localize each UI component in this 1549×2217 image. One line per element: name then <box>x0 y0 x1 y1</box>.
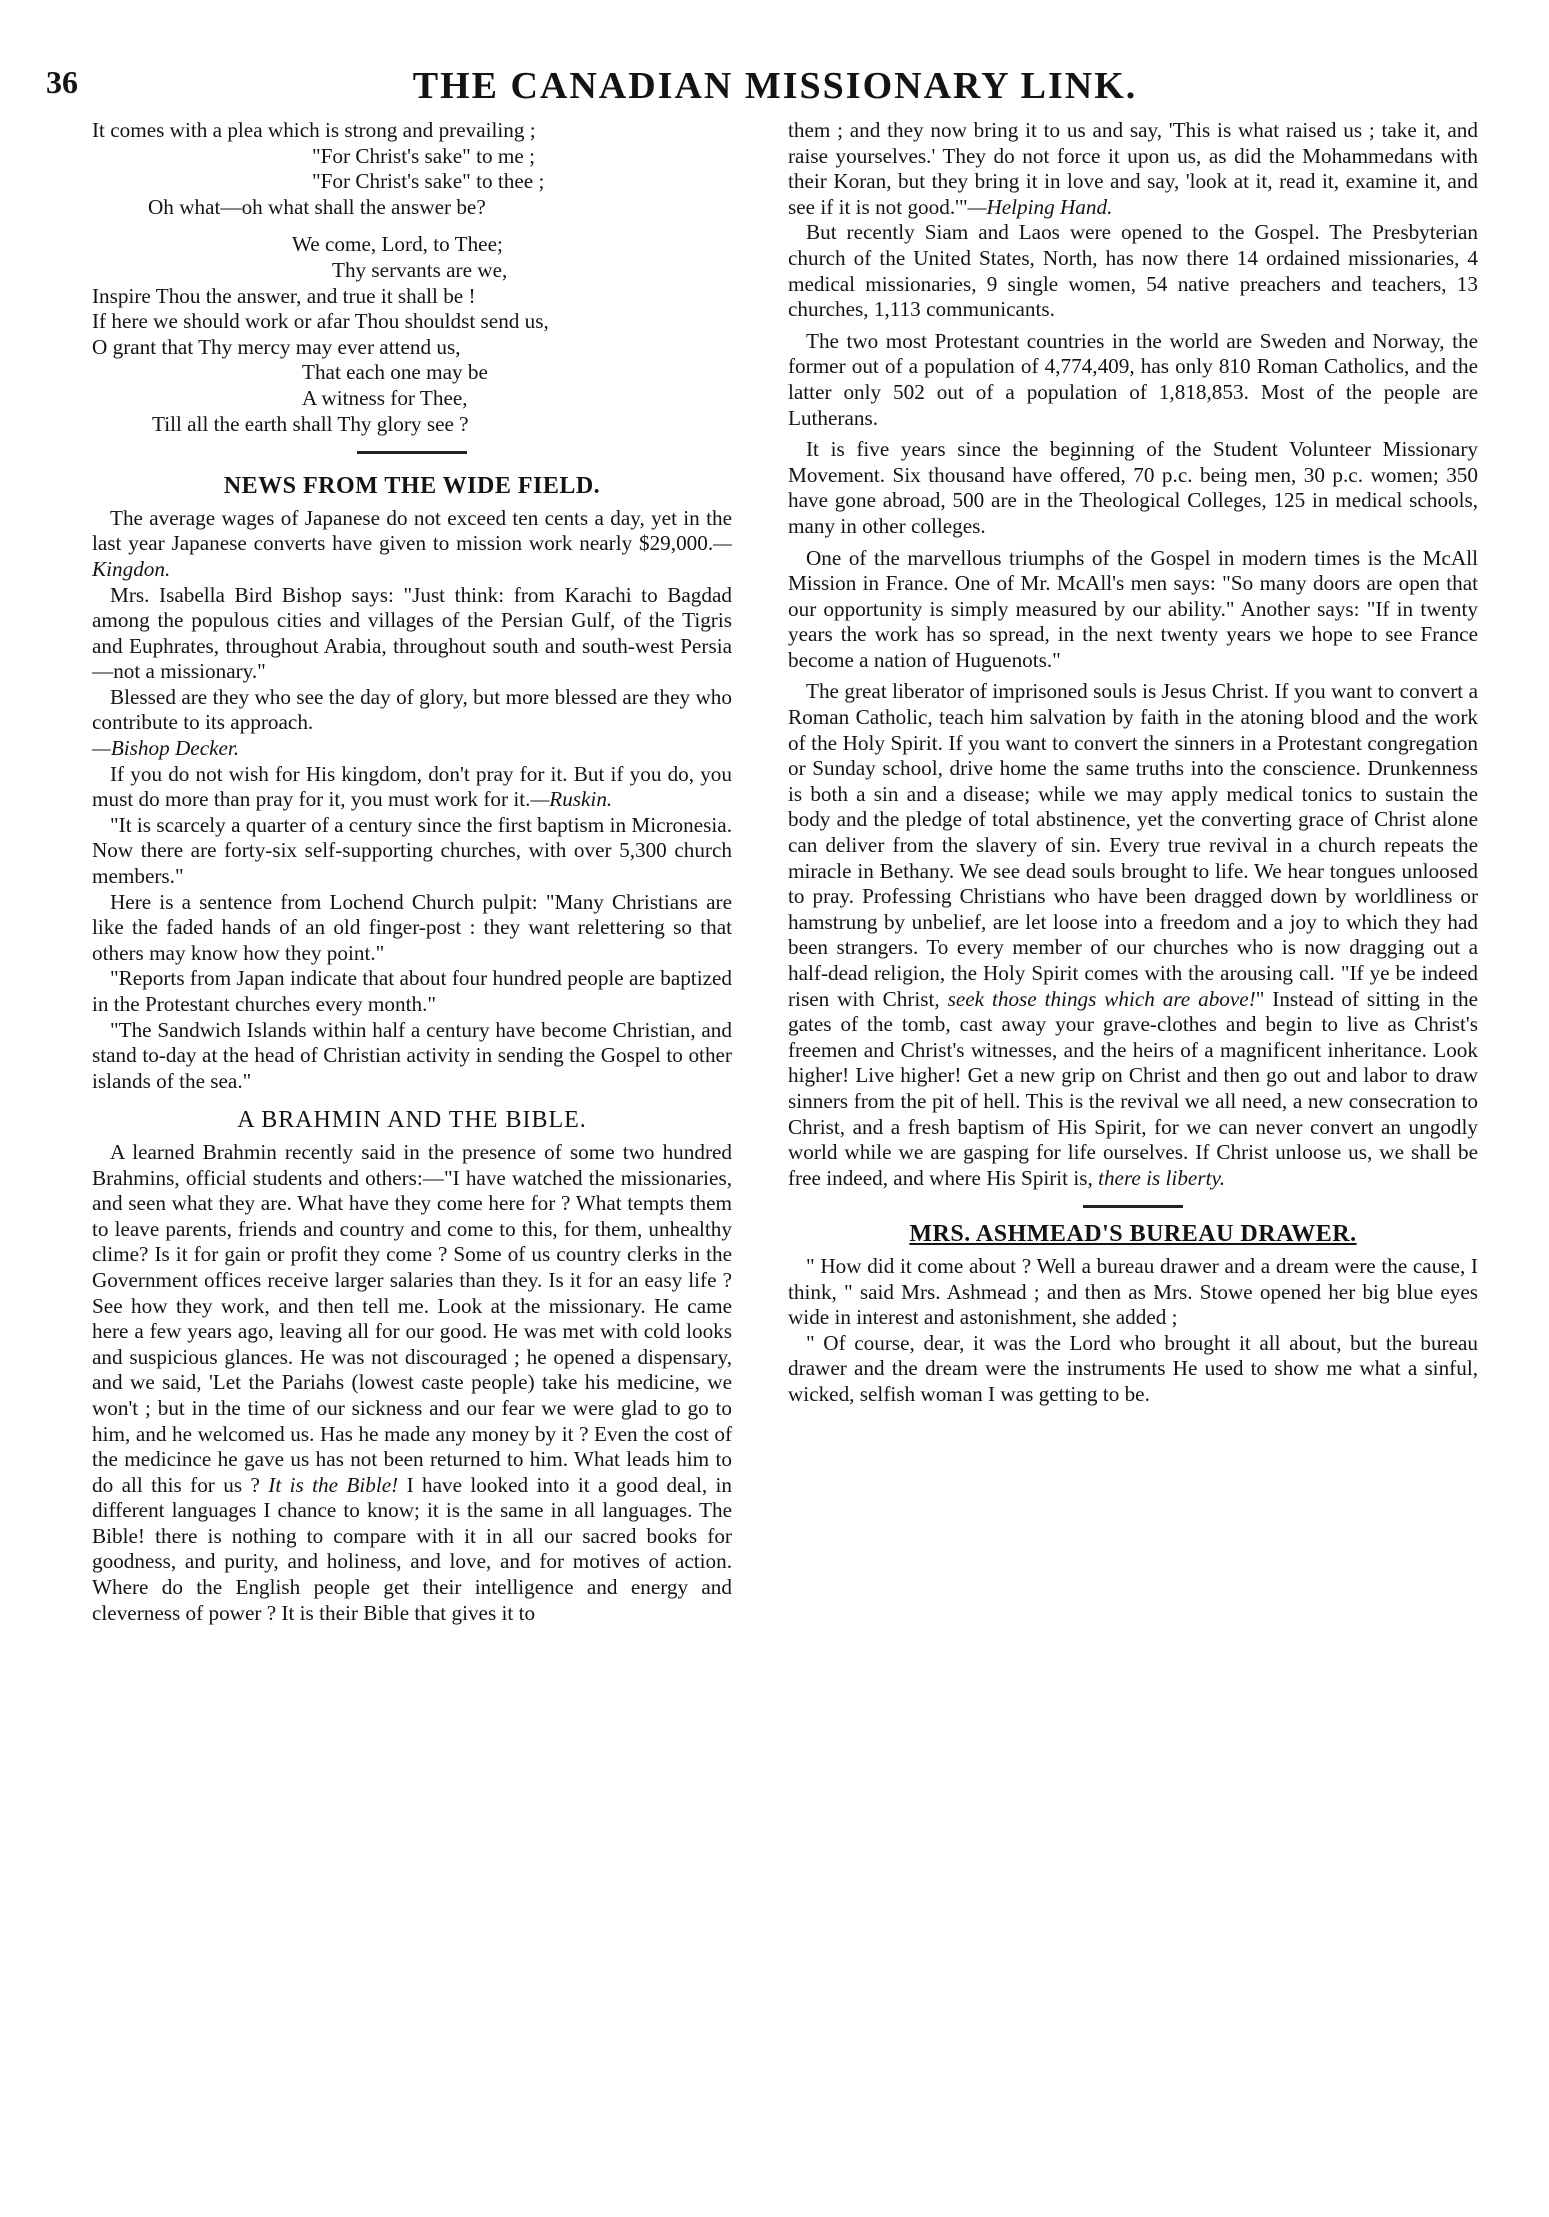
brahmin-paragraph: A learned Brahmin recently said in the presence of some two hundred Brahmins, official students and others:—"I have watched the missionaries, and seen what they are. What have they come here for ? What tempts them to leave parents, friends and country and come to this, for them, unhealthy clime? Is it for gain or profit they come ? Some of us country clerks in the Government offices receive larger salaries than they. Is it for an easy life ? See how they work, and then tell me. Look at the missionary. He came here a few years ago, leaving all for our good. He was met with cold looks and suspicious glances. He was not discouraged ; he opened a dispensary, and we said, 'Let the Pariahs (lowest caste people) take his medicine, we won't ; but in the time of our sickness and our fear we were glad to go to him, and he welcomed us. Has he made any money by it ? Even the cost of the medicince he gave us has not been returned to him. What leads him to do all this for us ? It is the Bible! I have looked into it a good deal, in different languages I chance to know; it is the same in all languages. The Bible! there is nothing to compare with it in all our sacred books for goodness, and purity, and holiness, and love, and for motives of action. Where do the English people get their intelligence and energy and cleverness of power ? It is their Bible that gives it to <box>92 1139 732 1625</box>
news-paragraph: "Reports from Japan indicate that about four hundred people are baptized in the Protestant churches every month." <box>92 966 732 1016</box>
news-paragraph: "The Sandwich Islands within half a century have become Christian, and stand to-day at the head of Christian activity in sending the Gospel to other islands of the sea." <box>92 1017 732 1093</box>
news-paragraph: It is five years since the beginning of the Student Volunteer Missionary Movement. Six thousand have offered, 70 p.c. being men, 30 p.c. women; 350 have gone abroad, 500 are in the Theological Colleges, 125 in medical schools, many in other colleges. <box>788 437 1478 538</box>
poem-line: "For Christ's sake" to thee ; <box>312 169 545 194</box>
poem-line: We come, Lord, to Thee; <box>292 232 503 257</box>
right-column <box>788 118 1478 1408</box>
poem <box>92 118 732 437</box>
news-paragraph: One of the marvellous triumphs of the Gospel in modern times is the McAll Mission in France. One of Mr. McAll's men says: "So many doors are open that our opportunity is simply measured by our ability." Another says: "If in twenty years the work has so spread, in the next twenty years we hope to see France become a nation of Huguenots." <box>788 545 1478 672</box>
page-header <box>40 60 1510 120</box>
left-column <box>92 118 732 1626</box>
poem-line: That each one may be <box>302 360 488 385</box>
news-paragraph: But recently Siam and Laos were opened to the Gospel. The Presbyterian church of the United States, North, has now there 14 ordained missionaries, 4 medical missionaries, 9 single women, 54 native preachers and teachers, 13 churches, 1,113 communicants. <box>788 220 1478 322</box>
news-paragraph: Blessed are they who see the day of glory, but more blessed are they who contribute to its approach. —Bishop Decker. <box>92 684 732 761</box>
ashmead-paragraph: " How did it come about ? Well a bureau drawer and a dream were the cause, I think, " said Mrs. Ashmead ; and then as Mrs. Stowe opened her big blue eyes wide in interest and astonishment, she added ; <box>788 1253 1478 1330</box>
poem-line: Thy servants are we, <box>332 257 508 282</box>
news-heading: NEWS FROM THE WIDE FIELD. <box>223 473 601 500</box>
section-rule <box>357 451 467 454</box>
poem-line: Till all the earth shall Thy glory see ? <box>152 411 469 436</box>
news-paragraph: If you do not wish for His kingdom, don't pray for it. But if you do, you must do more than pray for it, you must work for it.—Ruskin. <box>92 761 732 812</box>
page-number: 36 <box>46 64 78 100</box>
brahmin-heading: A BRAHMIN AND THE BIBLE. <box>237 1107 587 1134</box>
continuation-paragraph: them ; and they now bring it to us and say, 'This is what raised us ; take it, and raise yourselves.' They do not force it upon us, as did the Mohammedans with their Koran, but they bring it in love and say, 'look at it, read it, examine it, and see if it is not good.'"—Helping Hand. <box>788 118 1478 219</box>
section-rule <box>1083 1205 1183 1208</box>
news-paragraph: The average wages of Japanese do not exceed ten cents a day, yet in the last year Japanese converts have given to mission work nearly $29,000.—Kingdon. <box>92 505 732 581</box>
journal-title: THE CANADIAN MISSIONARY LINK. <box>412 65 1138 107</box>
ashmead-heading: MRS. ASHMEAD'S BUREAU DRAWER. <box>909 1221 1357 1248</box>
liberator-paragraph: The great liberator of imprisoned souls is Jesus Christ. If you want to convert a Roman Catholic, teach him salvation by faith in the atoning blood and the work of the Holy Spirit. If you want to convert the sinners in a Protestant congregation or Sunday school, drive home the same truths into the conscience. Drunkenness is both a sin and a disease; while we may apply medical tonics to sustain the body and the pledge of total abstinence, yet the converting grace of Christ alone can deliver from the slavery of sin. Every true revival in a church repeats the miracle in Bethany. We see dead souls brought to life. We hear tongues unloosed to pray. Professing Christians who have been dragged down by worldliness or hamstrung by unbelief, are let loose into a freedom and a joy to which they had been strangers. To every member of our churches who is now dragging out a half-dead religion, the Holy Spirit comes with the arousing call. "If ye be indeed risen with Christ, seek those things which are above!" Instead of sitting in the gates of the tomb, cast away your grave-clothes and begin to live as Christ's freemen and Christ's witnesses, and the heirs of a magnificent inheritance. Look higher! Live higher! Get a new grip on Christ and then go out and labor to draw sinners from the pit of hell. This is the revival we all need, a new consecration to Christ, and a fresh baptism of His Spirit, for we can never convert an ungodly world while we are gasping for life ourselves. If Christ unloose us, we shall be free indeed, and where His Spirit is, there is liberty. <box>788 679 1479 1190</box>
poem-line: Oh what—oh what shall the answer be? <box>148 194 486 219</box>
poem-line: It comes with a plea which is strong and prevailing ; <box>92 118 536 142</box>
poem-line: O grant that Thy mercy may ever attend us, <box>92 334 461 359</box>
poem-line: Inspire Thou the answer, and true it shall be ! <box>92 283 476 308</box>
ashmead-paragraph: " Of course, dear, it was the Lord who brought it all about, but the bureau drawer and the dream were the instruments He used to show me what a sinful, wicked, selfish woman I was getting to be. <box>788 1330 1478 1406</box>
poem-line: A witness for Thee, <box>302 385 468 410</box>
poem-line: "For Christ's sake" to me ; <box>312 143 535 168</box>
news-paragraph: "It is scarcely a quarter of a century since the first baptism in Micronesia. Now there are forty-six self-supporting churches, with over 5,300 church members." <box>92 812 732 889</box>
poem-line: If here we should work or afar Thou shouldst send us, <box>92 309 549 334</box>
news-paragraph: Mrs. Isabella Bird Bishop says: "Just think: from Karachi to Bagdad among the populous cities and villages of the Persian Gulf, of the Tigris and Euphrates, throughout Arabia, throughout south and south-west Persia—not a missionary." <box>92 582 732 684</box>
brahmin-emphasis: It is the Bible! <box>268 1472 399 1497</box>
news-paragraph: The two most Protestant countries in the world are Sweden and Norway, the former out of a population of 4,774,409, has only 810 Roman Catholics, and the latter only 502 out of a population of 1,818,853. Most of the people are Lutherans. <box>788 328 1478 430</box>
news-paragraph: Here is a sentence from Lochend Church pulpit: "Many Christians are like the faded hands of an old finger-post : they want relettering so that others may know how they point." <box>92 889 732 965</box>
